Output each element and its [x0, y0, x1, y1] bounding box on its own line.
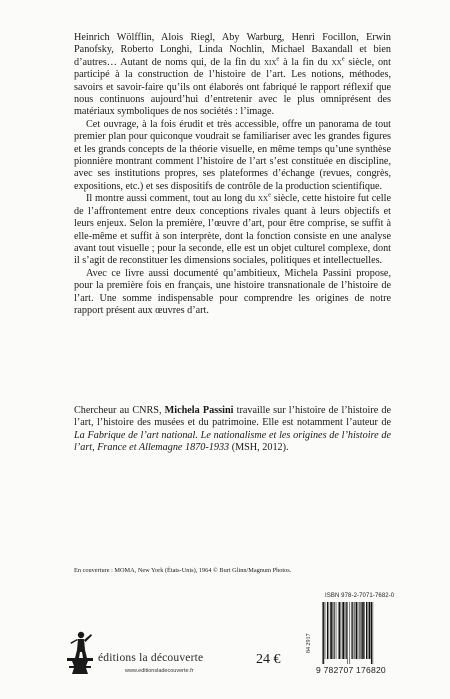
author-name: Michela Passini [164, 405, 234, 416]
barcode-bar [368, 602, 369, 659]
blurb-paragraph-4: Avec ce livre aussi documenté qu’ambitieux, Michela Passini propose, pour la première fois en français, une histoire transnationale de l’histoire de l’art. Une somme indispensable pour comprendre les origines de notre rapport présent aux œuvres d’art. [74, 267, 391, 316]
barcode-bar [341, 602, 342, 659]
barcode-bar [322, 602, 323, 664]
barcode-bar [356, 602, 358, 659]
barcode-bar [338, 602, 339, 659]
publisher-name: éditions la découverte [98, 652, 204, 664]
barcode-bar [345, 602, 346, 659]
previous-book-title: La Fabrique de l’art national. Le nationalisme et les origines de l’histoire de l’art, France et Allemagne 1870-1933 [74, 429, 391, 454]
barcode-bar [369, 602, 371, 659]
barcode-bar [359, 602, 360, 659]
barcode-bar [358, 602, 359, 659]
barcode-bar [350, 602, 351, 664]
blurb-paragraph-2: Cet ouvrage, à la fois érudit et très accessible, offre un panorama de tout premier plan pour quiconque voudrait se familiariser avec les grandes figures et les grands concepts de la théorie visuelle, en même temps qu’une synthèse pionnière montrant comment l’histoire de l’art s’est constituée en discipline, avec ses institutions propres, ses plateformes d’échange (revues, congrès, expositions, etc.) et ses dispositifs de contrôle de la production scientifique. [74, 118, 391, 192]
barcode [320, 602, 396, 664]
isbn: ISBN 978-2-7071-7682-0 [325, 593, 395, 599]
blurb-paragraph-3: Il montre aussi comment, tout au long du $xx^e$ siècle, cette histoire fut celle de l’affrontement entre deux conceptions rivales quant à leurs objectifs et leurs enjeux. Selon la première, l’œuvre d’art, pour être comprise, se suffit à elle-même et suffit à son interprète, dont la fonction consiste en une analyse avant tout visuelle ; pour la seconde, elle est un objet culturel complexe, dont il s’agit de reconstituer les dimensions sociales, politiques et intellectuelles. [74, 191, 391, 267]
barcode-digits: 9 782707 176820 [316, 665, 386, 675]
blurb-paragraph-1: Heinrich Wölfflin, Alois Riegl, Aby Warburg, Henri Focillon, Erwin Panofsky, Roberto Longhi, Linda Nochlin, Michael Baxandall et bien d’autres… Autant de noms qui, de la fin du xix$^e$ à la fin du $xx^e$ siècle, ont participé à la construction de l’histoire de l’art. Les notions, méthodes, savoirs et savoir-faire qu’ils ont élaborés ont fabriqué le rapport réflexif que nous continuons aujourd’hui d’entretenir avec le plus omniprésent des matériaux symboliques de nos sociétés : l’image. [74, 32, 391, 118]
barcode-bar [336, 602, 337, 659]
cover-credit: En couverture : MOMA, New York (États-Unis), 1964 © Burt Glinn/Magnum Photos. [74, 567, 292, 574]
publisher-logo-icon [66, 628, 94, 676]
barcode-bar [327, 602, 328, 659]
barcode-bar [373, 602, 374, 664]
barcode-bar [325, 602, 326, 659]
barcode-bar [354, 602, 355, 659]
ean-code: 84 2917 [306, 633, 312, 653]
barcode-bar [339, 602, 340, 659]
price: 24 € [256, 652, 281, 667]
barcode-bar [334, 602, 335, 659]
barcode-bar [346, 602, 347, 659]
barcode-bar [330, 602, 332, 659]
barcode-bar [361, 602, 362, 659]
barcode-bar [347, 602, 348, 664]
barcode-bar [371, 602, 372, 664]
barcode-bar [366, 602, 367, 659]
barcode-bar [364, 602, 365, 659]
barcode-bar [332, 602, 333, 659]
barcode-bar [329, 602, 330, 659]
publisher-website: www.editionsladecouverte.fr [125, 668, 194, 674]
barcode-bar [342, 602, 344, 659]
blurb [74, 32, 391, 317]
barcode-bar [323, 602, 324, 664]
barcode-bar [362, 602, 364, 659]
author-bio: Chercheur au CNRS, Michela Passini travaille sur l’histoire de l’histoire de l’art, l’histoire des musées et du patrimoine. Elle est notamment l’auteur de La Fabrique de l’art national. Le nationalisme et les origines de l’histoire de l’art, France et Allemagne 1870-1933 (MSH, 2012). [74, 405, 391, 454]
barcode-bar [351, 602, 352, 659]
barcode-bar [352, 602, 353, 659]
